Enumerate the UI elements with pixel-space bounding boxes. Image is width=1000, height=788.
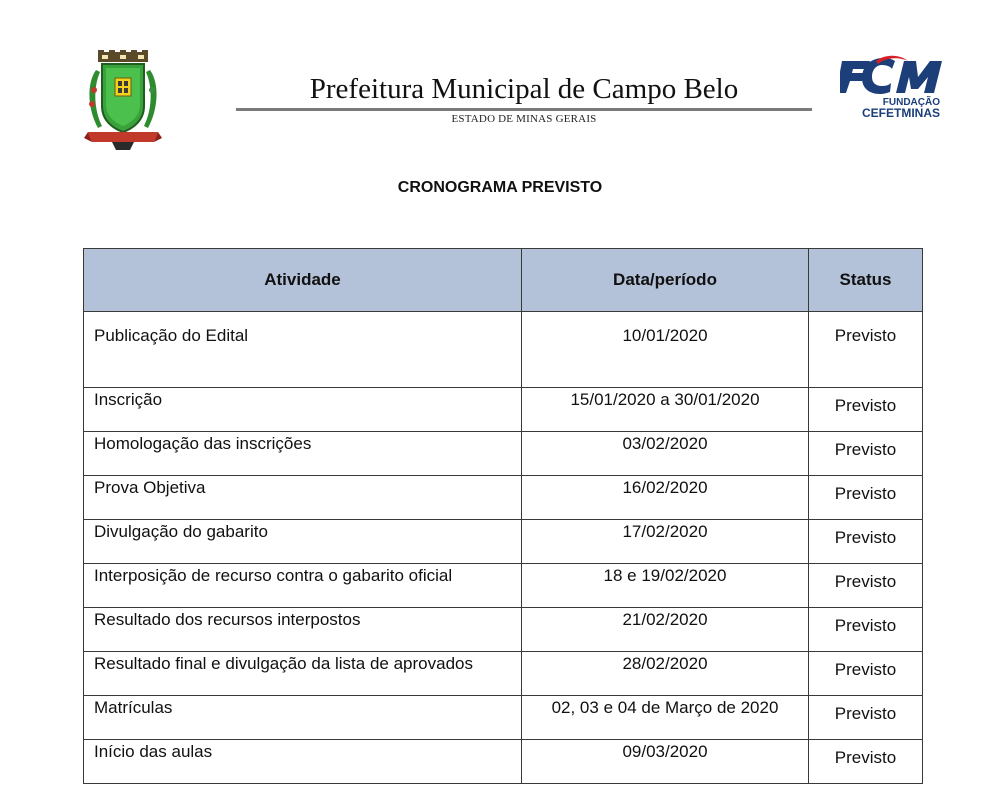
status-cell: Previsto: [809, 520, 923, 564]
table-row: [84, 476, 923, 520]
status-cell: Previsto: [809, 388, 923, 432]
title-block: [236, 72, 812, 128]
table-row: [84, 388, 923, 432]
column-header-date: Data/período: [522, 249, 809, 312]
fcm-logo: [836, 55, 946, 125]
schedule-table: [83, 248, 923, 784]
activity-cell: Resultado dos recursos interpostos: [84, 608, 522, 652]
date-cell: 02, 03 e 04 de Março de 2020: [522, 696, 809, 740]
table-header-row: [84, 249, 923, 312]
status-cell: Previsto: [809, 608, 923, 652]
date-cell: 18 e 19/02/2020: [522, 564, 809, 608]
status-cell: Previsto: [809, 476, 923, 520]
date-cell: 21/02/2020: [522, 608, 809, 652]
activity-cell: Publicação do Edital: [84, 312, 522, 388]
activity-cell: Início das aulas: [84, 740, 522, 784]
table-row: [84, 312, 923, 388]
table-row: [84, 432, 923, 476]
table-row: [84, 740, 923, 784]
status-cell: Previsto: [809, 740, 923, 784]
column-header-activity: Atividade: [84, 249, 522, 312]
title-underline: [236, 108, 812, 111]
activity-cell: Resultado final e divulgação da lista de aprovados: [84, 652, 522, 696]
date-cell: 03/02/2020: [522, 432, 809, 476]
date-cell: 10/01/2020: [522, 312, 809, 388]
activity-cell: Divulgação do gabarito: [84, 520, 522, 564]
column-header-status: Status: [809, 249, 923, 312]
date-cell: 17/02/2020: [522, 520, 809, 564]
status-cell: Previsto: [809, 696, 923, 740]
date-cell: 28/02/2020: [522, 652, 809, 696]
status-cell: Previsto: [809, 432, 923, 476]
status-cell: Previsto: [809, 312, 923, 388]
municipal-crest-icon: [82, 50, 164, 150]
table-row: [84, 608, 923, 652]
table-row: [84, 696, 923, 740]
date-cell: 09/03/2020: [522, 740, 809, 784]
activity-cell: Matrículas: [84, 696, 522, 740]
fcm-mark-icon: [840, 55, 944, 95]
activity-cell: Interposição de recurso contra o gabarito oficial: [84, 564, 522, 608]
schedule-heading: CRONOGRAMA PREVISTO: [397, 179, 603, 196]
date-cell: 15/01/2020 a 30/01/2020: [522, 388, 809, 432]
state-subtitle: ESTADO DE MINAS GERAIS: [451, 113, 597, 125]
activity-cell: Prova Objetiva: [84, 476, 522, 520]
table-row: [84, 520, 923, 564]
table-row: [84, 652, 923, 696]
status-cell: Previsto: [809, 564, 923, 608]
table-row: [84, 564, 923, 608]
document-header: [0, 0, 1000, 160]
fcm-foundation-label: FUNDAÇÃO: [882, 97, 940, 108]
status-cell: Previsto: [809, 652, 923, 696]
municipality-title: Prefeitura Municipal de Campo Belo: [309, 73, 739, 105]
activity-cell: Homologação das inscrições: [84, 432, 522, 476]
date-cell: 16/02/2020: [522, 476, 809, 520]
fcm-name-label: CEFETMINAS: [862, 106, 940, 120]
activity-cell: Inscrição: [84, 388, 522, 432]
